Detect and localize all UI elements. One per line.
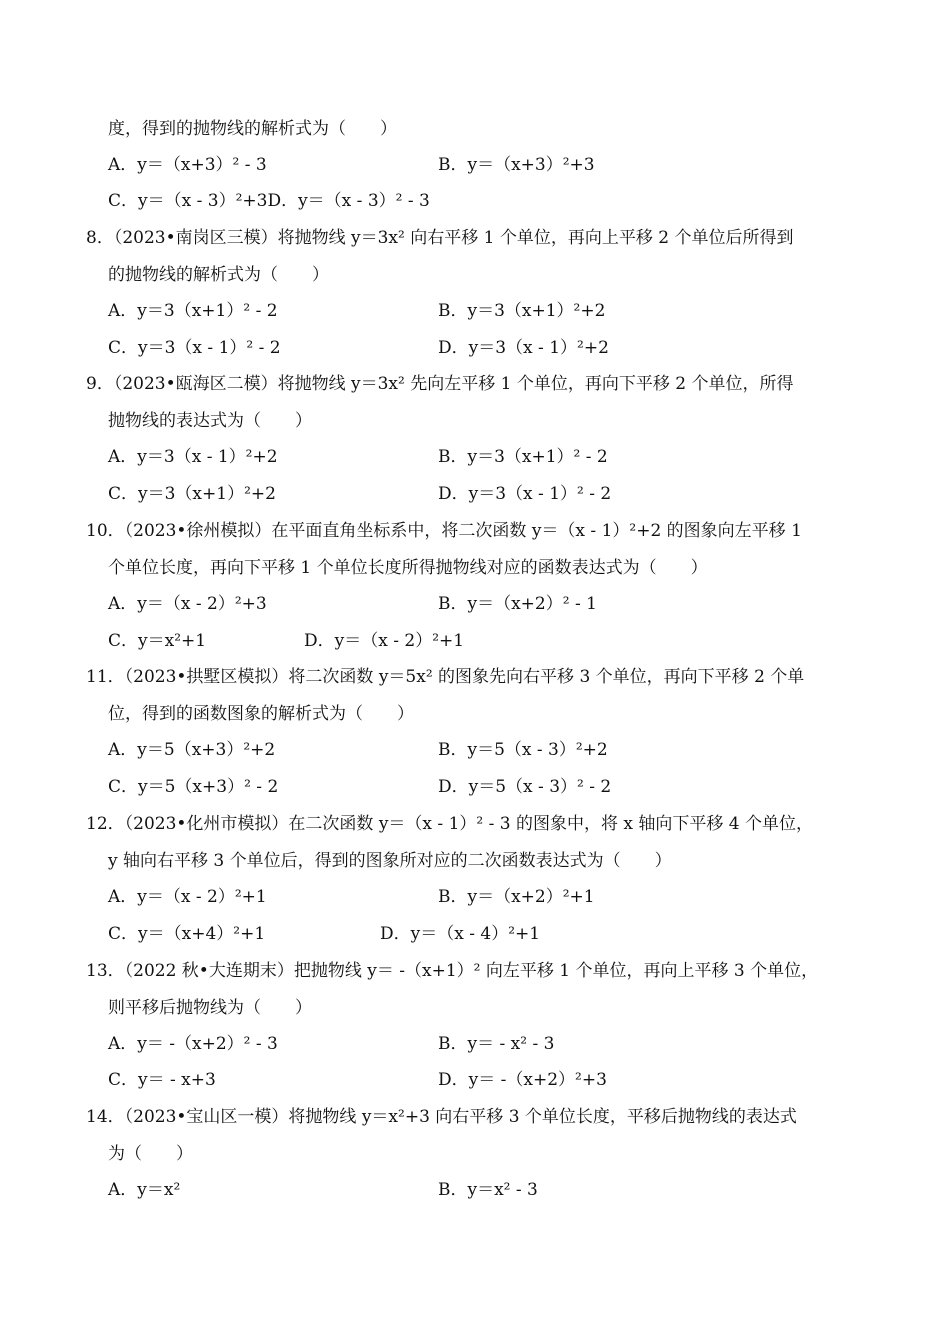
q11-stem-line1: 11．（2023•拱墅区模拟）将二次函数 y＝5x² 的图象先向右平移 3 个单位，再向下平移 2 个单 bbox=[86, 667, 805, 687]
q10-option-d: D．y＝（x ‑ 2）²+1 bbox=[304, 631, 465, 651]
q7-option-c-d: C．y＝（x ‑ 3）²+3D．y＝（x ‑ 3）² ‑ 3 bbox=[108, 191, 430, 211]
q13-stem-line2: 则平移后抛物线为（ ） bbox=[108, 998, 312, 1018]
q14-stem-line2: 为（ ） bbox=[108, 1144, 193, 1164]
q9-option-c: C．y＝3（x+1）²+2 bbox=[108, 484, 276, 504]
q11-option-b: B．y＝5（x ‑ 3）²+2 bbox=[438, 740, 608, 760]
q7-option-b: B．y＝（x+3）²+3 bbox=[438, 155, 595, 175]
q8-option-c: C．y＝3（x ‑ 1）² ‑ 2 bbox=[108, 338, 281, 358]
q9-option-d: D．y＝3（x ‑ 1）² ‑ 2 bbox=[438, 484, 612, 504]
q10-stem-line1: 10．（2023•徐州模拟）在平面直角坐标系中，将二次函数 y＝（x ‑ 1）²+2 的图象向左平移 1 bbox=[86, 521, 802, 541]
q9-option-a: A．y＝3（x ‑ 1）²+2 bbox=[108, 447, 278, 467]
q8-option-b: B．y＝3（x+1）²+2 bbox=[438, 301, 606, 321]
q14-option-a: A．y＝x² bbox=[108, 1180, 181, 1200]
q12-stem-line2: y 轴向右平移 3 个单位后，得到的图象所对应的二次函数表达式为（ ） bbox=[108, 851, 672, 871]
q8-option-d: D．y＝3（x ‑ 1）²+2 bbox=[438, 338, 609, 358]
q11-option-c: C．y＝5（x+3）² ‑ 2 bbox=[108, 777, 279, 797]
q9-stem-line2: 抛物线的表达式为（ ） bbox=[108, 411, 312, 431]
q9-option-b: B．y＝3（x+1）² ‑ 2 bbox=[438, 447, 608, 467]
q12-option-a: A．y＝（x ‑ 2）²+1 bbox=[108, 887, 267, 907]
q12-option-b: B．y＝（x+2）²+1 bbox=[438, 887, 595, 907]
q10-option-a: A．y＝（x ‑ 2）²+3 bbox=[108, 594, 267, 614]
q12-stem-line1: 12．（2023•化州市模拟）在二次函数 y＝（x ‑ 1）² ‑ 3 的图象中，将 x 轴向下平移 4 个单位， bbox=[86, 814, 813, 834]
q7-option-a: A．y＝（x+3）² ‑ 3 bbox=[108, 155, 267, 175]
q12-option-c: C．y＝（x+4）²+1 bbox=[108, 924, 266, 944]
q13-option-a: A．y＝ ‑（x+2）² ‑ 3 bbox=[108, 1034, 278, 1054]
q11-option-a: A．y＝5（x+3）²+2 bbox=[108, 740, 276, 760]
q8-stem-line2: 的抛物线的解析式为（ ） bbox=[108, 265, 329, 285]
q8-option-a: A．y＝3（x+1）² ‑ 2 bbox=[108, 301, 278, 321]
q13-option-c: C．y＝ ‑ x+3 bbox=[108, 1070, 216, 1090]
q11-stem-line2: 位，得到的函数图象的解析式为（ ） bbox=[108, 704, 414, 724]
q12-option-d: D．y＝（x ‑ 4）²+1 bbox=[380, 924, 541, 944]
q7-stem-continuation: 度，得到的抛物线的解析式为（ ） bbox=[108, 119, 397, 139]
q11-option-d: D．y＝5（x ‑ 3）² ‑ 2 bbox=[438, 777, 612, 797]
q13-option-b: B．y＝ ‑ x² ‑ 3 bbox=[438, 1034, 555, 1054]
q9-stem-line1: 9．（2023•瓯海区二模）将抛物线 y＝3x² 先向左平移 1 个单位，再向下平移 2 个单位，所得 bbox=[86, 374, 794, 394]
q10-stem-line2: 个单位长度，再向下平移 1 个单位长度所得抛物线对应的函数表达式为（ ） bbox=[108, 558, 708, 578]
q13-option-d: D．y＝ ‑（x+2）²+3 bbox=[438, 1070, 607, 1090]
q14-option-b: B．y＝x² ‑ 3 bbox=[438, 1180, 538, 1200]
q13-stem-line1: 13．（2022 秋•大连期末）把抛物线 y＝ ‑（x+1）² 向左平移 1 个单位，再向上平移 3 个单位， bbox=[86, 961, 819, 981]
q10-option-b: B．y＝（x+2）² ‑ 1 bbox=[438, 594, 597, 614]
q14-stem-line1: 14．（2023•宝山区一模）将抛物线 y＝x²+3 向右平移 3 个单位长度，平移后抛物线的表达式 bbox=[86, 1107, 797, 1127]
q8-stem-line1: 8．（2023•南岗区三模）将抛物线 y＝3x² 向右平移 1 个单位，再向上平移 2 个单位后所得到 bbox=[86, 228, 794, 248]
q10-option-c: C．y＝x²+1 bbox=[108, 631, 207, 651]
